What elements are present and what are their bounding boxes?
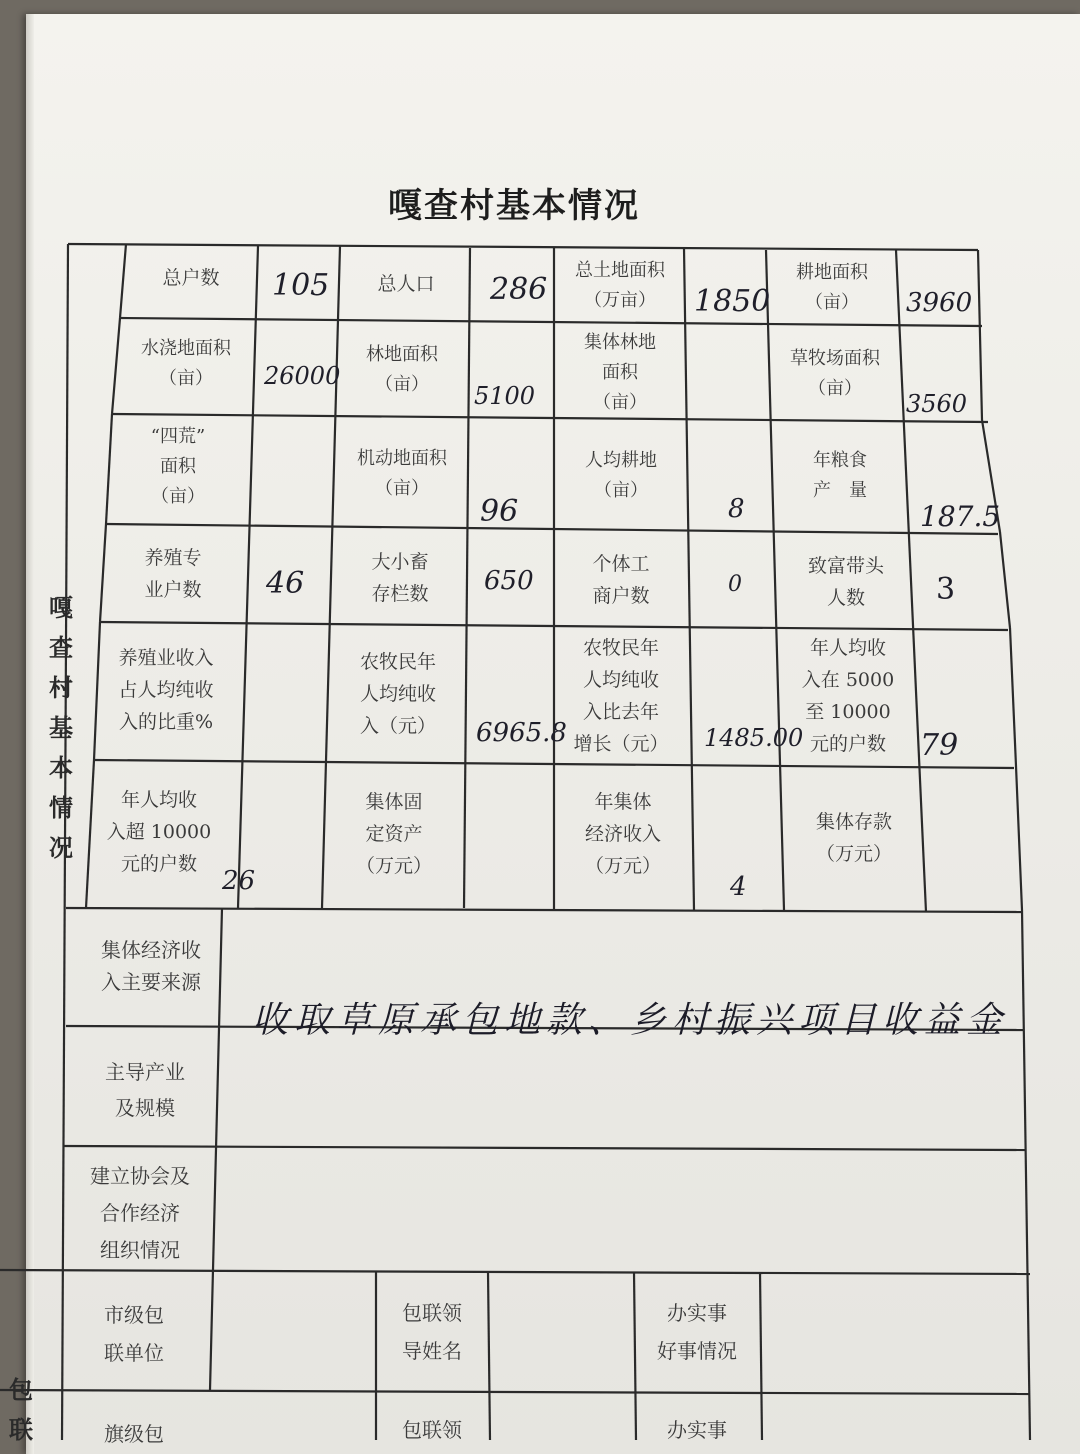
label-four-wasteland-area: “四荒” 面积 （亩） <box>150 426 206 507</box>
label-collective-fixed-assets: 集体固 定资产 （万元） <box>355 791 432 877</box>
label-total-land-area: 总土地面积 （万亩） <box>575 260 665 311</box>
label-income-sources: 集体经济收 入主要来源 <box>101 938 201 994</box>
label-individual-businesses: 个体工 商户数 <box>592 553 650 607</box>
value-forest-land-area: 5100 <box>474 382 536 410</box>
label-annual-grain-output: 年粮食 产 量 <box>813 450 867 501</box>
value-total-population: 286 <box>490 272 548 307</box>
label-per-capita-net-income: 农牧民年 人均纯收 入（元） <box>359 651 436 737</box>
value-arable-land-area: 3960 <box>906 288 973 318</box>
label-arable-land-area: 耕地面积 （亩） <box>796 262 868 313</box>
label-households-5000-10000: 年人均收 入在 5000 至 10000 元的户数 <box>801 637 895 755</box>
label-livestock-count: 大小畜 存栏数 <box>371 551 429 605</box>
label-households-over-10000: 年人均收 入超 10000 元的户数 <box>106 789 212 875</box>
value-breeding-households: 46 <box>266 566 305 601</box>
value-households-over-10000: 26 <box>222 866 256 896</box>
label-irrigated-land-area: 水浇地面积 （亩） <box>141 338 231 389</box>
value-livestock-count: 650 <box>484 566 534 596</box>
value-total-households: 105 <box>272 268 330 303</box>
label-grassland-area: 草牧场面积 （亩） <box>790 348 880 399</box>
label-flexible-land-area: 机动地面积 （亩） <box>357 448 447 499</box>
label-collective-deposits: 集体存款 （万元） <box>815 811 892 865</box>
page-title: 嘎查村基本情况 <box>388 186 640 226</box>
label-arable-land-per-capita: 人均耕地 （亩） <box>585 450 657 501</box>
label-practical-deeds-2: 办实事 <box>667 1418 727 1442</box>
value-wealth-leaders: 3 <box>936 572 956 607</box>
value-irrigated-land-area: 26000 <box>264 362 341 390</box>
value-annual-grain-output: 187.5 <box>920 500 1001 533</box>
value-individual-businesses: 0 <box>728 572 742 597</box>
value-grassland-area: 3560 <box>906 390 968 418</box>
label-total-households: 总户数 <box>162 267 220 289</box>
label-liaison-leader-name: 包联领 导姓名 <box>402 1301 462 1363</box>
side-label-village-info: 嘎 查 村 基 本 情 况 <box>49 593 73 862</box>
value-arable-land-per-capita: 8 <box>728 494 745 524</box>
value-income-sources: 收取草原承包地款、乡村振兴项目收益金 <box>252 1000 1009 1041</box>
label-income-growth: 农牧民年 人均纯收 入比去年 增长（元） <box>573 637 669 755</box>
label-breeding-households: 养殖专 业户数 <box>144 547 202 601</box>
value-collective-economic-income: 4 <box>730 872 747 902</box>
label-forest-land-area: 林地面积 （亩） <box>366 344 438 395</box>
value-flexible-land-area: 96 <box>480 494 519 529</box>
label-city-liaison-unit: 市级包 联单位 <box>104 1303 164 1365</box>
label-total-population: 总人口 <box>377 273 435 295</box>
label-collective-economic-income: 年集体 经济收入 （万元） <box>584 791 661 877</box>
value-total-land-area: 1850 <box>694 284 771 319</box>
value-per-capita-net-income: 6965.8 <box>476 718 567 748</box>
label-wealth-leaders: 致富带头 人数 <box>807 555 884 609</box>
label-collective-forest-area: 集体林地 面积 （亩） <box>584 332 656 413</box>
value-income-growth: 1485.00 <box>704 724 804 752</box>
label-breeding-income-ratio: 养殖业收入 占人均纯收 入的比重% <box>118 647 214 733</box>
label-leading-industry: 主导产业 及规模 <box>105 1060 185 1120</box>
label-practical-deeds: 办实事 好事情况 <box>657 1301 737 1363</box>
value-households-5000-10000: 79 <box>920 728 959 763</box>
label-liaison-leader-2: 包联领 <box>402 1418 462 1442</box>
side-label-liaison: 包 联 <box>9 1375 33 1444</box>
label-banner-liaison: 旗级包 <box>104 1422 164 1446</box>
label-cooperatives: 建立协会及 合作经济 组织情况 <box>90 1164 190 1262</box>
